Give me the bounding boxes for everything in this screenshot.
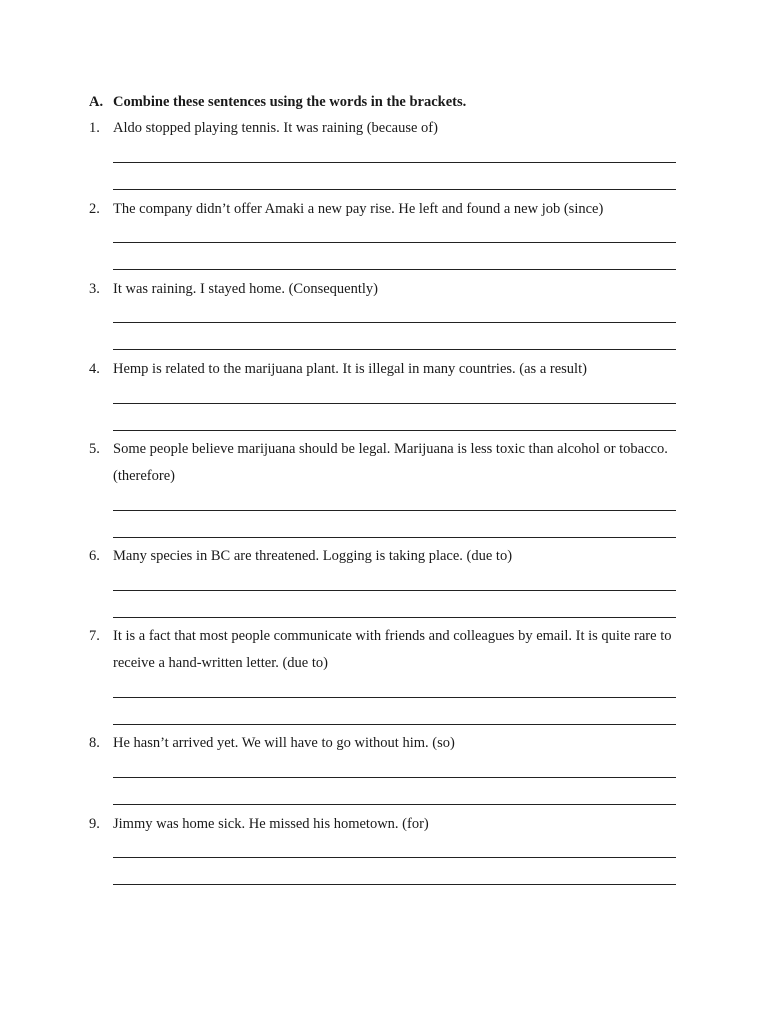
question-number: 6. (89, 548, 100, 564)
question-7 (89, 623, 679, 677)
question-9 (89, 811, 679, 838)
answer-line[interactable] (113, 590, 676, 591)
question-3 (89, 276, 679, 303)
answer-line[interactable] (113, 510, 676, 511)
question-number: 7. (89, 628, 100, 644)
question-number: 1. (89, 120, 100, 136)
answer-line[interactable] (113, 430, 676, 431)
question-1 (89, 115, 679, 142)
question-text: Jimmy was home sick. He missed his hometown. (for) (113, 816, 429, 832)
question-8 (89, 730, 679, 757)
question-number: 3. (89, 281, 100, 297)
answer-line[interactable] (113, 162, 676, 163)
question-2 (89, 196, 679, 223)
question-text: Hemp is related to the marijuana plant. It is illegal in many countries. (as a result) (113, 361, 587, 377)
question-text: Some people believe marijuana should be legal. Marijuana is less toxic than alcohol or tobacco. (therefore) (113, 441, 668, 484)
answer-line[interactable] (113, 189, 676, 190)
question-5 (89, 436, 679, 490)
answer-line[interactable] (113, 322, 676, 323)
answer-line[interactable] (113, 857, 676, 858)
answer-line[interactable] (113, 403, 676, 404)
answer-line[interactable] (113, 242, 676, 243)
answer-line[interactable] (113, 269, 676, 270)
question-text: It is a fact that most people communicate with friends and colleagues by email. It is quite rare to receive a hand-written letter. (due to) (113, 628, 672, 671)
question-6 (89, 543, 679, 570)
question-number: 4. (89, 361, 100, 377)
answer-line[interactable] (113, 724, 676, 725)
answer-line[interactable] (113, 537, 676, 538)
question-text: It was raining. I stayed home. (Consequently) (113, 281, 378, 297)
question-text: He hasn’t arrived yet. We will have to go without him. (so) (113, 735, 455, 751)
question-number: 9. (89, 816, 100, 832)
answer-line[interactable] (113, 697, 676, 698)
question-4 (89, 356, 679, 383)
section-letter: A. (89, 94, 104, 110)
question-text: Aldo stopped playing tennis. It was raining (because of) (113, 120, 438, 136)
question-number: 8. (89, 735, 100, 751)
section-heading (89, 92, 466, 112)
answer-line[interactable] (113, 884, 676, 885)
question-text: Many species in BC are threatened. Logging is taking place. (due to) (113, 548, 513, 564)
section-instruction: Combine these sentences using the words in the brackets. (113, 94, 467, 110)
answer-line[interactable] (113, 349, 676, 350)
answer-line[interactable] (113, 617, 676, 618)
question-number: 2. (89, 201, 100, 217)
question-text: The company didn’t offer Amaki a new pay rise. He left and found a new job (since) (113, 201, 604, 217)
question-number: 5. (89, 441, 100, 457)
answer-line[interactable] (113, 777, 676, 778)
answer-line[interactable] (113, 804, 676, 805)
